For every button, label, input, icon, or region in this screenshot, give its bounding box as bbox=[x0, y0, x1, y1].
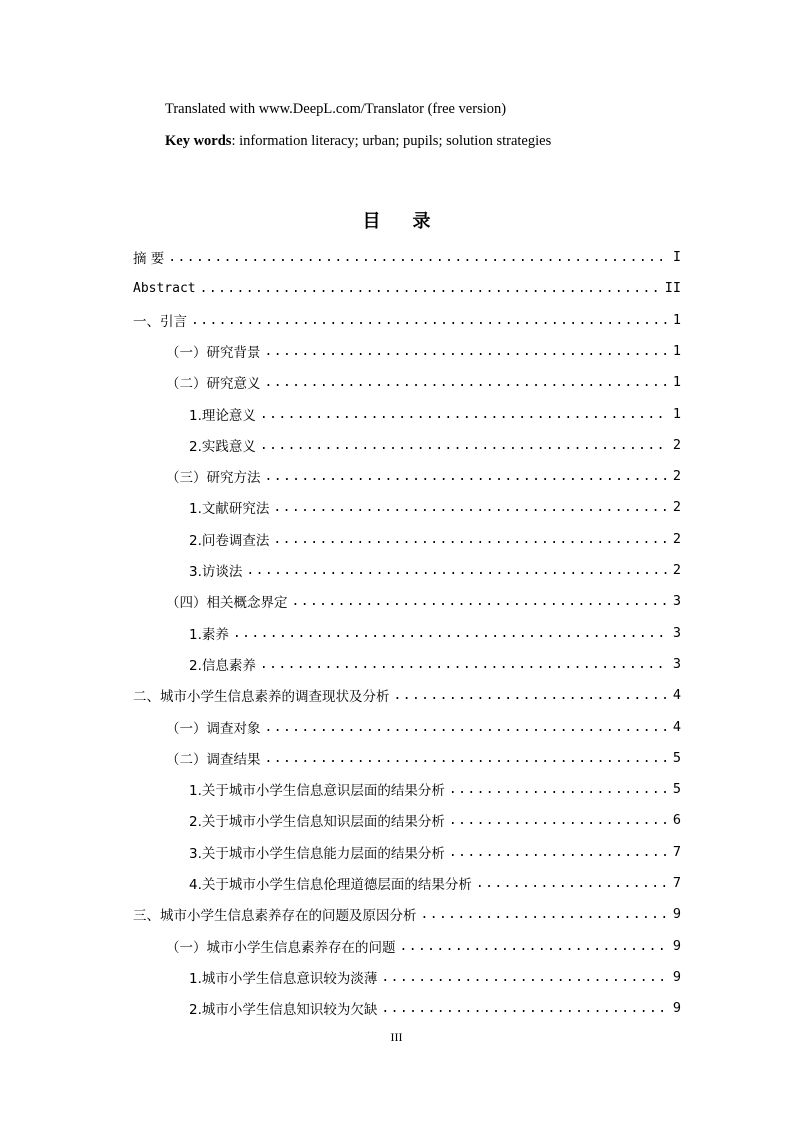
toc-entry[interactable] bbox=[189, 620, 681, 646]
toc-entry[interactable] bbox=[189, 526, 681, 552]
toc-entry-page: 2 bbox=[672, 531, 681, 547]
toc-entry[interactable] bbox=[133, 901, 681, 927]
toc-leader-dots bbox=[394, 688, 669, 703]
toc-entry[interactable] bbox=[166, 338, 681, 364]
toc-leader-dots bbox=[381, 970, 668, 985]
toc-entry-page: 2 bbox=[672, 468, 681, 484]
toc-leader-dots bbox=[476, 876, 669, 891]
toc-entry-label: 摘 要 bbox=[133, 251, 165, 267]
toc-entry[interactable] bbox=[133, 307, 681, 333]
toc-entry-label: （一）调查对象 bbox=[166, 721, 261, 737]
toc-entry-label: 1.素养 bbox=[189, 627, 229, 643]
toc-entry-label: 4.关于城市小学生信息伦理道德层面的结果分析 bbox=[189, 877, 472, 893]
keywords-text: : information literacy; urban; pupils; solution strategies bbox=[231, 133, 552, 149]
toc-entry-page: 3 bbox=[672, 656, 681, 672]
toc-entry-label: （二）调查结果 bbox=[166, 752, 261, 768]
toc-entry-label: 1.城市小学生信息意识较为淡薄 bbox=[189, 971, 378, 987]
toc-entry-label: （四）相关概念界定 bbox=[166, 595, 288, 611]
toc-entry[interactable] bbox=[166, 369, 681, 395]
toc-entry-page: 7 bbox=[672, 844, 681, 860]
toc-entry-label: Abstract bbox=[133, 280, 196, 296]
toc-leader-dots bbox=[233, 626, 669, 641]
translation-note-text: Translated with www.DeepL.com/Translator (free version) bbox=[165, 101, 507, 117]
toc-entry[interactable] bbox=[166, 933, 681, 959]
toc-leader-dots bbox=[260, 657, 669, 672]
toc-entry-label: 3.关于城市小学生信息能力层面的结果分析 bbox=[189, 846, 445, 862]
toc-leader-dots bbox=[400, 939, 669, 954]
toc-entry-label: 1.理论意义 bbox=[189, 408, 256, 424]
toc-entry[interactable] bbox=[189, 432, 681, 458]
toc-leader-dots bbox=[260, 407, 669, 422]
toc-entry[interactable] bbox=[189, 557, 681, 583]
toc-leader-dots bbox=[200, 281, 661, 296]
toc-entry-label: （一）研究背景 bbox=[166, 345, 261, 361]
toc-leader-dots bbox=[260, 438, 669, 453]
toc-leader-dots bbox=[265, 469, 669, 484]
toc-entry-page: 4 bbox=[672, 687, 681, 703]
toc-entry-label: 1.文献研究法 bbox=[189, 501, 270, 517]
toc-entry-page: 7 bbox=[672, 875, 681, 891]
toc-entry-page: 2 bbox=[672, 437, 681, 453]
toc-entry[interactable] bbox=[189, 839, 681, 865]
toc-entry[interactable] bbox=[166, 714, 681, 740]
toc-leader-dots bbox=[265, 720, 669, 735]
toc-leader-dots bbox=[191, 313, 669, 328]
toc-entry-page: I bbox=[672, 249, 681, 265]
toc-entry-page: 2 bbox=[672, 562, 681, 578]
toc-entry-page: 3 bbox=[672, 625, 681, 641]
toc-entry-label: 3.访谈法 bbox=[189, 564, 243, 580]
toc-leader-dots bbox=[273, 532, 668, 547]
toc-leader-dots bbox=[265, 375, 669, 390]
toc-entry-page: 1 bbox=[672, 343, 681, 359]
toc-leader-dots bbox=[168, 250, 669, 265]
toc-entry[interactable] bbox=[189, 870, 681, 896]
toc-entry-label: 2.信息素养 bbox=[189, 658, 256, 674]
toc-entry-page: 9 bbox=[672, 906, 681, 922]
toc-entry[interactable] bbox=[133, 244, 681, 270]
toc-entry[interactable] bbox=[189, 776, 681, 802]
toc-entry-label: 二、城市小学生信息素养的调查现状及分析 bbox=[133, 689, 390, 705]
toc-entry[interactable] bbox=[166, 745, 681, 771]
toc-entry-page: 5 bbox=[672, 750, 681, 766]
toc-entry-page: II bbox=[664, 280, 681, 296]
toc-entry-label: 一、引言 bbox=[133, 314, 187, 330]
toc-leader-dots bbox=[449, 845, 669, 860]
toc-entry[interactable] bbox=[189, 995, 681, 1021]
toc-entry-label: 1.关于城市小学生信息意识层面的结果分析 bbox=[189, 783, 445, 799]
toc-leader-dots bbox=[292, 594, 669, 609]
page-number: III bbox=[390, 1030, 403, 1044]
toc-entry-label: 2.城市小学生信息知识较为欠缺 bbox=[189, 1002, 378, 1018]
toc-entry[interactable] bbox=[166, 463, 681, 489]
toc-leader-dots bbox=[273, 500, 668, 515]
toc-title bbox=[0, 207, 793, 233]
toc-entry-label: （二）研究意义 bbox=[166, 376, 261, 392]
toc-leader-dots bbox=[246, 563, 668, 578]
toc-entry-label: （一）城市小学生信息素养存在的问题 bbox=[166, 940, 396, 956]
toc-title-part1: 目 bbox=[362, 211, 381, 232]
toc-entry[interactable] bbox=[133, 275, 681, 301]
toc-entry-page: 2 bbox=[672, 499, 681, 515]
toc-entry-page: 6 bbox=[672, 812, 681, 828]
toc-title-part2: 录 bbox=[412, 211, 431, 232]
toc-entry[interactable] bbox=[189, 494, 681, 520]
toc-leader-dots bbox=[381, 1001, 668, 1016]
toc-leader-dots bbox=[265, 344, 669, 359]
toc-entry-label: 2.问卷调查法 bbox=[189, 533, 270, 549]
toc-entry[interactable] bbox=[189, 807, 681, 833]
toc-leader-dots bbox=[449, 782, 669, 797]
toc-leader-dots bbox=[421, 907, 669, 922]
keywords-line bbox=[165, 133, 551, 150]
toc-entry-page: 1 bbox=[672, 406, 681, 422]
keywords-label: Key words bbox=[165, 133, 232, 149]
toc-entry-page: 1 bbox=[672, 312, 681, 328]
toc-entry-page: 9 bbox=[672, 1000, 681, 1016]
toc-entry-label: 2.实践意义 bbox=[189, 439, 256, 455]
toc-entry-page: 9 bbox=[672, 969, 681, 985]
toc-entry-label: 2.关于城市小学生信息知识层面的结果分析 bbox=[189, 814, 445, 830]
toc-leader-dots bbox=[265, 751, 669, 766]
toc-entry[interactable] bbox=[166, 588, 681, 614]
toc-entry-page: 3 bbox=[672, 593, 681, 609]
toc-entry-page: 4 bbox=[672, 719, 681, 735]
toc-entry[interactable] bbox=[189, 401, 681, 427]
toc-leader-dots bbox=[449, 813, 669, 828]
toc-entry[interactable] bbox=[189, 651, 681, 677]
toc-entry-page: 9 bbox=[672, 938, 681, 954]
toc-entry-label: （三）研究方法 bbox=[166, 470, 261, 486]
toc-entry[interactable] bbox=[189, 964, 681, 990]
toc-entry-label: 三、城市小学生信息素养存在的问题及原因分析 bbox=[133, 908, 417, 924]
toc-entry-page: 1 bbox=[672, 374, 681, 390]
translation-note bbox=[165, 101, 506, 118]
toc-entry[interactable] bbox=[133, 682, 681, 708]
toc-entry-page: 5 bbox=[672, 781, 681, 797]
